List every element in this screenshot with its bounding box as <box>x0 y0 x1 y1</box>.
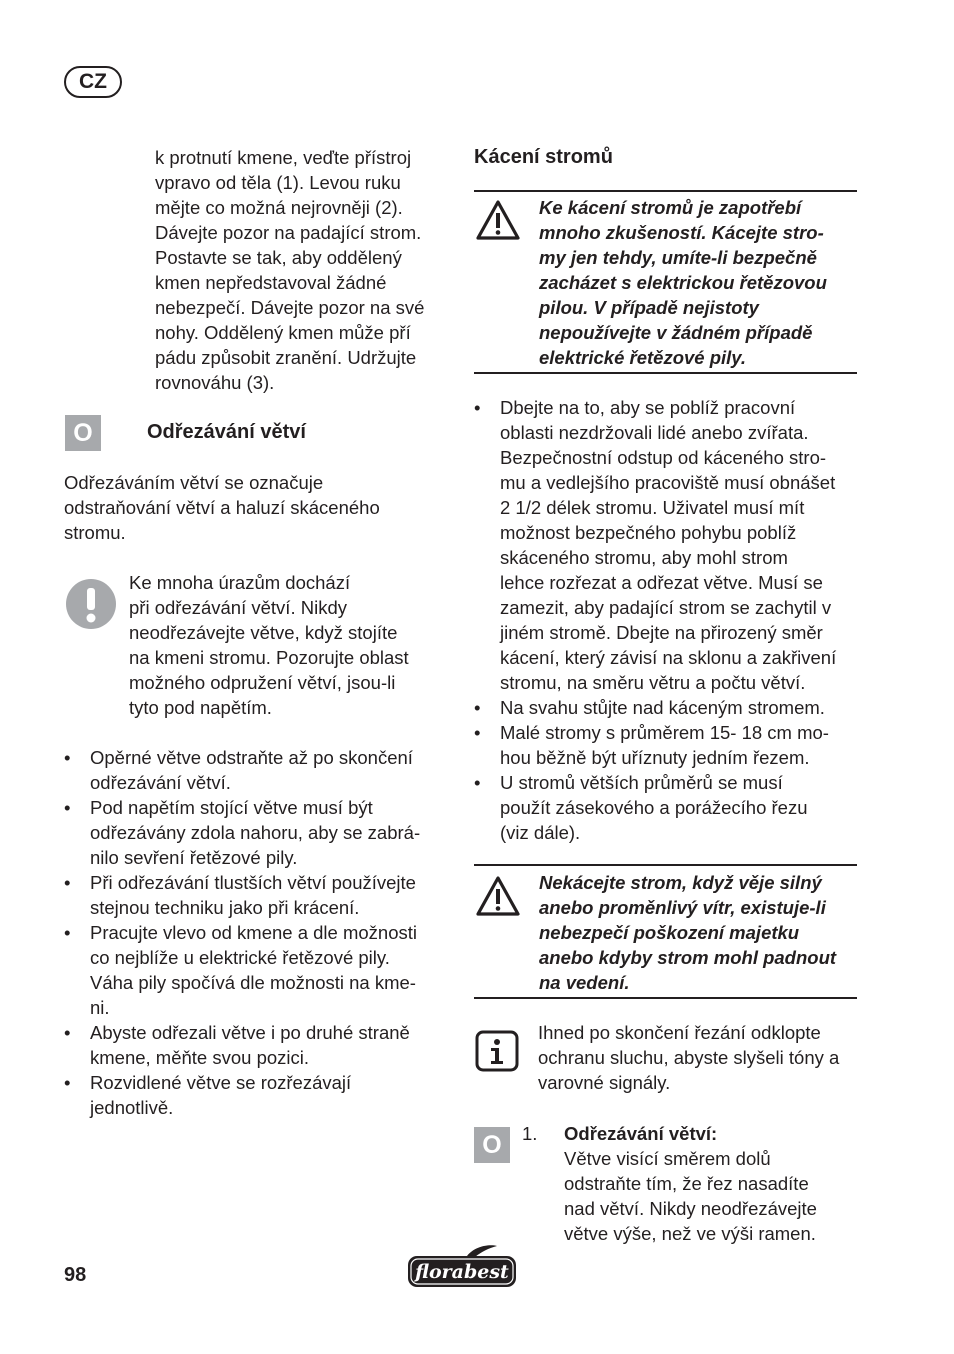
info-paragraph <box>538 1020 868 1095</box>
text-line: neodřezávejte větve, když stojíte <box>129 622 398 643</box>
warning-paragraph-experience <box>539 195 859 370</box>
warning-paragraph-wind <box>539 870 859 995</box>
bullet-item <box>474 695 864 720</box>
text-line: Ke mnoha úrazům dochází <box>129 572 351 593</box>
bullet-line: lehce rozřezat a odřezat větve. Musí se <box>500 572 823 593</box>
bullet-item <box>474 770 864 845</box>
text-line: pádu způsobit zranění. Udržujte <box>155 347 417 368</box>
text-line: stromu. <box>64 522 126 543</box>
bullet-line: kmene, měňte svou pozici. <box>90 1047 310 1068</box>
text-line: na kmeni stromu. Pozorujte oblast <box>129 647 409 668</box>
warning-triangle-icon <box>475 199 521 241</box>
section-marker-box <box>65 415 101 451</box>
caution-paragraph <box>129 570 449 720</box>
text-line: tyto pod napětím. <box>129 697 272 718</box>
text-line: nebezpečí. Dávejte pozor na své <box>155 297 425 318</box>
bullet-item <box>474 720 864 770</box>
step-marker-letter: O <box>482 1130 502 1159</box>
bullet-line: • Pod napětím stojící větve musí být <box>90 797 373 818</box>
bullet-line: (viz dále). <box>500 822 581 843</box>
text-line: mějte co možná nejrovněji (2). <box>155 197 403 218</box>
step-marker-box <box>474 1127 510 1163</box>
text-line: nohy. Oddělený kmen může pří <box>155 322 411 343</box>
text-line: ochranu sluchu, abyste slyšeli tóny a <box>538 1047 840 1068</box>
text-line: nad větví. Nikdy neodřezávejte <box>564 1198 817 1219</box>
section-heading-branch-cutting: Odřezávání větví <box>147 421 306 443</box>
bullet-line: kácení, který závisí na sklonu a zakřivení <box>500 647 837 668</box>
bullet-line: 2 1/2 délek stromu. Uživatel musí mít <box>500 497 805 518</box>
bullet-item <box>64 870 454 920</box>
bullet-line: stejnou techniku jako při krácení. <box>90 897 360 918</box>
bullet-item <box>64 1070 454 1120</box>
bullet-item <box>64 1020 454 1070</box>
bullet-line: stromu, na směru větru a počtu větví. <box>500 672 806 693</box>
bullet-line: • Dbejte na to, aby se poblíž pracovní <box>500 397 796 418</box>
divider <box>474 372 857 374</box>
text-line: anebo kdyby strom mohl padnout <box>539 947 837 968</box>
step-paragraph <box>564 1146 864 1246</box>
bullet-line: • Při odřezávání tlustších větví používejte <box>90 872 416 893</box>
section-marker-letter: O <box>73 418 93 447</box>
text-line: odstraňování větví a haluzí skáceného <box>64 497 380 518</box>
logo-text: florabest <box>415 1261 509 1283</box>
step-title: Odřezávání větví: <box>564 1123 718 1144</box>
text-line: možného odpružení větví, jsou-li <box>129 672 396 693</box>
text-line: Nekácejte strom, když věje silný <box>539 872 822 893</box>
bullet-item <box>64 745 454 795</box>
bullet-line: odřezávání větví. <box>90 772 231 793</box>
bullet-line: • Rozvidlené větve se rozřezávají <box>90 1072 352 1093</box>
bullet-line: zamezit, aby padající strom se zachytil v <box>500 597 832 618</box>
text-line: pilou. V případě nejistoty <box>539 297 759 318</box>
text-line: Ihned po skončení řezání odklopte <box>538 1022 821 1043</box>
divider <box>474 997 857 999</box>
bullet-line: hou běžně být uříznuty jedním řezem. <box>500 747 810 768</box>
bullet-line: Váha pily spočívá dle možnosti na kme- <box>90 972 416 993</box>
text-line: rovnováhu (3). <box>155 372 275 393</box>
bullet-line: nilo sevření řetězové pily. <box>90 847 298 868</box>
bullet-line: ni. <box>90 997 110 1018</box>
exclamation-circle-icon <box>66 579 116 629</box>
left-bullet-list <box>64 745 454 1120</box>
text-line: zacházet s elektrickou řetězovou <box>539 272 827 293</box>
warning-triangle-icon <box>475 875 521 917</box>
bullet-line: mu a vedlejšího pracoviště musí obnášet <box>500 472 836 493</box>
text-line: Ke kácení stromů je zapotřebí <box>539 197 802 218</box>
text-line: k protnutí kmene, veďte přístroj <box>155 147 412 168</box>
text-line: anebo proměnlivý vítr, existuje-li <box>539 897 826 918</box>
divider <box>474 190 857 192</box>
text-line: nepoužívejte v žádném případě <box>539 322 813 343</box>
definition-paragraph <box>64 470 444 545</box>
text-line: Odřezáváním větví se označuje <box>64 472 324 493</box>
right-bullet-list <box>474 395 864 845</box>
text-line: varovné signály. <box>538 1072 671 1093</box>
page-number: 98 <box>64 1264 87 1286</box>
bullet-line: odřezávány zdola nahoru, aby se zabrá- <box>90 822 421 843</box>
bullet-line: • Na svahu stůjte nad káceným stromem. <box>500 697 825 718</box>
florabest-logo <box>405 1244 519 1290</box>
text-line: Větve visící směrem dolů <box>564 1148 771 1169</box>
bullet-line: skáceného stromu, aby mohl strom <box>500 547 788 568</box>
text-line: mnoho zkušeností. Kácejte stro- <box>539 222 824 243</box>
bullet-line: jednotlivě. <box>90 1097 174 1118</box>
bullet-item <box>64 795 454 870</box>
text-line: elektrické řetězové pily. <box>539 347 747 368</box>
text-line: na vedení. <box>539 972 630 993</box>
bullet-line: použít zásekového a porážecího řezu <box>500 797 808 818</box>
bullet-line: jiném stromě. Dbejte na přirozený směr <box>500 622 823 643</box>
text-line: nebezpečí poškození majetku <box>539 922 800 943</box>
bullet-line: Bezpečnostní odstup od káceného stro- <box>500 447 827 468</box>
text-line: kmen nepředstavoval žádné <box>155 272 387 293</box>
bullet-line: co nejblíže u elektrické řetězové pily. <box>90 947 390 968</box>
bullet-line: možnost bezpečného pohybu poblíž <box>500 522 797 543</box>
text-line: vpravo od těla (1). Levou ruku <box>155 172 401 193</box>
text-line: my jen tehdy, umíte-li bezpečně <box>539 247 817 268</box>
bullet-line: • Opěrné větve odstraňte až po skončení <box>90 747 413 768</box>
text-line: při odřezávání větví. Nikdy <box>129 597 347 618</box>
text-line: Postavte se tak, aby oddělený <box>155 247 402 268</box>
bullet-item <box>64 920 454 1020</box>
intro-paragraph <box>155 145 455 395</box>
language-badge: CZ <box>64 66 122 98</box>
section-heading-tree-felling: Kácení stromů <box>474 146 613 168</box>
divider <box>474 864 857 866</box>
bullet-line: oblasti nezdržovali lidé anebo zvířata. <box>500 422 809 443</box>
text-line: větve výše, než ve výši ramen. <box>564 1223 816 1244</box>
step-number: 1. <box>522 1123 538 1144</box>
bullet-line: • Pracujte vlevo od kmene a dle možnosti <box>90 922 418 943</box>
text-line: odstraňte tím, že řez nasadíte <box>564 1173 809 1194</box>
bullet-item <box>474 395 864 695</box>
bullet-line: • Abyste odřezali větve i po druhé straně <box>90 1022 410 1043</box>
info-icon <box>475 1030 519 1072</box>
text-line: Dávejte pozor na padající strom. <box>155 222 422 243</box>
bullet-line: • Malé stromy s průměrem 15- 18 cm mo- <box>500 722 829 743</box>
bullet-line: • U stromů větších průměrů se musí <box>500 772 783 793</box>
